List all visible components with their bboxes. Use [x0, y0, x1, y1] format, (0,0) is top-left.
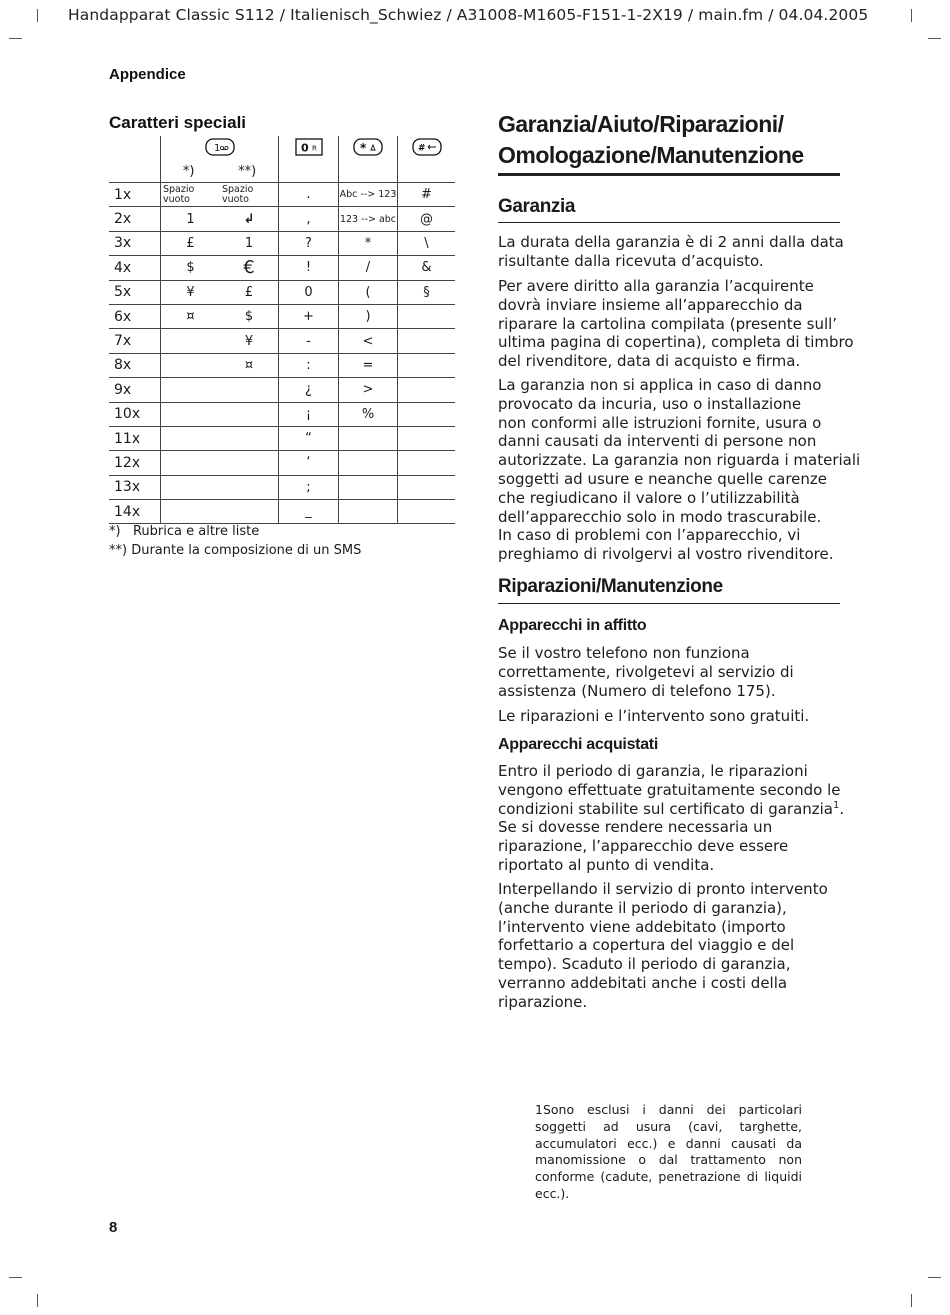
- paragraph-line: Le riparazioni e l’intervento sono gratuiti.: [498, 707, 810, 725]
- table-cell: +: [279, 304, 339, 328]
- table-title: Caratteri speciali: [109, 113, 247, 132]
- table-cell: [161, 329, 221, 353]
- table-header-row: [109, 136, 455, 183]
- table-cell: [161, 500, 221, 524]
- paragraph-line: (anche durante il periodo di garanzia),: [498, 898, 787, 917]
- table-cell: ↲: [220, 207, 279, 231]
- table-note-sms: **) Durante la composizione di un SMS: [109, 543, 362, 558]
- table-cell: ¥: [220, 329, 279, 353]
- table-cell: [339, 426, 398, 450]
- paragraph-line: riparazione, l’apparecchio deve essere: [498, 837, 789, 856]
- table-cell: ‘: [279, 451, 339, 475]
- table-cell: -: [279, 329, 339, 353]
- paragraph: [498, 644, 843, 700]
- table-note-phonebook: *) Rubrica e altre liste: [109, 524, 260, 539]
- paragraph-line: risultante dalla ricevuta d’acquisto.: [498, 251, 764, 270]
- table-cell: €: [220, 256, 279, 280]
- paragraph-line: Se il vostro telefono non funziona: [498, 644, 750, 662]
- table-cell: ¥: [161, 280, 221, 304]
- key-star-icon: [353, 138, 383, 160]
- row-label: 8x: [109, 353, 161, 377]
- subheading-affitto: Apparecchi in affitto: [498, 617, 647, 634]
- key-0-r-icon: [295, 138, 323, 160]
- table-cell: [220, 500, 279, 524]
- row-label: 4x: [109, 256, 161, 280]
- table-cell: Spazio vuoto: [161, 183, 221, 207]
- svg-text:#: #: [417, 143, 426, 154]
- paragraph-line: forfettario a copertura del viaggio e del: [498, 936, 795, 955]
- table-cell: :: [279, 353, 339, 377]
- row-label: 2x: [109, 207, 161, 231]
- paragraph-line: provocato da incuria, uso o installazione: [498, 394, 802, 413]
- table-cell: [220, 426, 279, 450]
- row-label: 10x: [109, 402, 161, 426]
- table-row: [109, 231, 455, 255]
- table-cell: 0: [279, 280, 339, 304]
- paragraph-lines: [498, 762, 843, 800]
- svg-text:1: 1: [213, 143, 220, 154]
- table-cell: $: [220, 304, 279, 328]
- paragraph-line: Se si dovesse rendere necessaria un: [498, 818, 773, 837]
- table-cell: [398, 426, 456, 450]
- crop-mark: [928, 1277, 941, 1278]
- table-cell: [161, 378, 221, 402]
- table-cell: ¡: [279, 402, 339, 426]
- table-row: [109, 280, 455, 304]
- crop-mark: [9, 38, 22, 39]
- svg-text:R: R: [311, 144, 317, 153]
- paragraph-line: dell’apparecchio solo in modo trascurabile.: [498, 507, 822, 526]
- table-cell: [339, 451, 398, 475]
- table-cell: ¤: [220, 353, 279, 377]
- paragraph-line: preghiamo di rivolgervi al vostro rivenditore.: [498, 545, 834, 564]
- footnote-ref: 1: [833, 799, 840, 811]
- table-cell: ¿: [279, 378, 339, 402]
- footnote: 1Sono esclusi i danni dei particolari soggetti ad usura (cavi, targhette, accumulatori ecc.) e danni causati da manomissione o dal trattamento non conforme (cadute, penetrazione di liquidi ecc.).: [535, 1102, 802, 1201]
- table-row: [109, 256, 455, 280]
- row-label: 9x: [109, 378, 161, 402]
- table-cell: [398, 353, 456, 377]
- crop-mark: [37, 9, 38, 22]
- section-label: Appendice: [109, 66, 186, 83]
- key-hash-icon: [412, 138, 442, 160]
- table-cell: [398, 304, 456, 328]
- table-row: [109, 329, 455, 353]
- table-cell: Spazio vuoto: [220, 183, 279, 207]
- column-mark-phonebook: *): [182, 164, 195, 179]
- table-row: [109, 402, 455, 426]
- row-label: 3x: [109, 231, 161, 255]
- table-cell: [398, 475, 456, 499]
- paragraph-line: riportato al punto di vendita.: [498, 855, 715, 874]
- paragraph-line: vengono effettuate gratuitamente secondo le: [498, 780, 841, 799]
- svg-text:0: 0: [300, 141, 309, 155]
- paragraph: [498, 762, 843, 875]
- paragraph: [498, 376, 861, 564]
- table-cell: [220, 378, 279, 402]
- table-cell: %: [339, 402, 398, 426]
- table-row: [109, 378, 455, 402]
- table-cell: @: [398, 207, 456, 231]
- table-cell: [339, 475, 398, 499]
- table-cell: $: [161, 256, 221, 280]
- table-cell: [398, 500, 456, 524]
- title-rule: [498, 173, 840, 176]
- page-title-line: Omologazione/Manutenzione: [498, 142, 804, 168]
- row-label: 1x: [109, 183, 161, 207]
- row-label: 7x: [109, 329, 161, 353]
- svg-text:*: *: [360, 141, 367, 155]
- paragraph: [498, 707, 843, 726]
- table-cell: [398, 378, 456, 402]
- row-label: 14x: [109, 500, 161, 524]
- crop-mark: [911, 1294, 912, 1307]
- table-cell: 123 --> abc: [339, 207, 398, 231]
- crop-mark: [37, 1294, 38, 1307]
- paragraph-line: danni causati da interventi di persone non: [498, 432, 817, 451]
- paragraph-line: [498, 800, 843, 819]
- subheading-acquistati: Apparecchi acquistati: [498, 736, 658, 753]
- table-cell: ): [339, 304, 398, 328]
- paragraph-line: l’intervento viene addebitato (importo: [498, 917, 786, 936]
- table-cell: ;: [279, 475, 339, 499]
- row-label: 5x: [109, 280, 161, 304]
- table-row: [109, 451, 455, 475]
- paragraph-line: riparare la cartolina compilata (presente sull’: [498, 314, 838, 333]
- page-number: 8: [109, 1219, 118, 1236]
- paragraph-line: Per avere diritto alla garanzia l’acquirente: [498, 277, 814, 295]
- paragraph-line: In caso di problemi con l’apparecchio, vi: [498, 526, 801, 545]
- text-run: condizioni stabilite sul certificato di garanzia: [498, 799, 834, 818]
- table-row: [109, 183, 455, 207]
- table-cell: §: [398, 280, 456, 304]
- table-cell: 1: [161, 207, 221, 231]
- text-run: .: [839, 799, 845, 818]
- table-cell: 1: [220, 231, 279, 255]
- table-cell: [220, 402, 279, 426]
- paragraph-line: La durata della garanzia è di 2 anni dalla data: [498, 233, 844, 251]
- table-cell: \: [398, 231, 456, 255]
- paragraph-line: ultima pagina di copertina), completa di timbro: [498, 333, 854, 352]
- paragraph-line: non conformi alle istruzioni fornite, usura o: [498, 413, 822, 432]
- table-cell: £: [220, 280, 279, 304]
- paragraph-line: riparazione.: [498, 992, 588, 1011]
- table-cell: >: [339, 378, 398, 402]
- key-1-voicemail-icon: [205, 138, 235, 160]
- table-cell: [339, 500, 398, 524]
- heading-riparazioni: Riparazioni/Manutenzione: [498, 576, 723, 597]
- crop-mark: [928, 38, 941, 39]
- table-cell: [398, 402, 456, 426]
- table-cell: [161, 402, 221, 426]
- crop-mark: [911, 9, 912, 22]
- table-cell: .: [279, 183, 339, 207]
- paragraph-line: correttamente, rivolgetevi al servizio di: [498, 662, 794, 681]
- paragraph-line: verranno addebitati anche i costi della: [498, 973, 788, 992]
- special-characters-table: [109, 136, 455, 524]
- paragraph-line: soggetti ad usure e neanche quelle carenze: [498, 469, 827, 488]
- table-cell: !: [279, 256, 339, 280]
- paragraph-line: tempo). Scaduto il periodo di garanzia,: [498, 955, 791, 974]
- paragraph-line: del rivenditore, data di acquisto e firma.: [498, 352, 801, 371]
- row-label: 13x: [109, 475, 161, 499]
- paragraph: [498, 880, 843, 1012]
- table-cell: [161, 426, 221, 450]
- table-cell: &: [398, 256, 456, 280]
- column-mark-sms: **): [238, 164, 257, 179]
- paragraph-line: che regiudicano il valore o l’utilizzabilità: [498, 488, 800, 507]
- paragraph-lines: [498, 818, 843, 874]
- table-cell: [220, 475, 279, 499]
- table-cell: [398, 451, 456, 475]
- table-cell: #: [398, 183, 456, 207]
- paragraph-line: Interpellando il servizio di pronto intervento: [498, 880, 828, 898]
- paragraph-line: La garanzia non si applica in caso di danno: [498, 376, 822, 394]
- paragraph-line: assistenza (Numero di telefono 175).: [498, 681, 776, 700]
- paragraph: [498, 277, 854, 371]
- table-cell: ¤: [161, 304, 221, 328]
- table-row: [109, 304, 455, 328]
- table-row: [109, 426, 455, 450]
- paragraph-line: autorizzate. La garanzia non riguarda i materiali: [498, 451, 861, 470]
- table-cell: <: [339, 329, 398, 353]
- row-label: 6x: [109, 304, 161, 328]
- table-row: [109, 475, 455, 499]
- page-title: [498, 109, 804, 171]
- heading-garanzia: Garanzia: [498, 196, 576, 217]
- table-cell: £: [161, 231, 221, 255]
- table-cell: Abc --> 123: [339, 183, 398, 207]
- table-cell: ?: [279, 231, 339, 255]
- table-cell: [220, 451, 279, 475]
- table-cell: ,: [279, 207, 339, 231]
- table-cell: *: [339, 231, 398, 255]
- running-header: Handapparat Classic S112 / Italienisch_Schwiez / A31008-M1605-F151-1-2X19 / main.fm / 04.04.2005: [68, 6, 869, 24]
- crop-mark: [9, 1277, 22, 1278]
- heading-rule: [498, 603, 840, 604]
- page-title-line: Garanzia/Aiuto/Riparazioni/: [498, 111, 784, 137]
- table-cell: /: [339, 256, 398, 280]
- table-cell: (: [339, 280, 398, 304]
- table-cell: _: [279, 500, 339, 524]
- table-row: [109, 207, 455, 231]
- row-label: 11x: [109, 426, 161, 450]
- paragraph: [498, 233, 843, 271]
- table-row: [109, 353, 455, 377]
- table-cell: [398, 329, 456, 353]
- row-label: 12x: [109, 451, 161, 475]
- table-cell: =: [339, 353, 398, 377]
- heading-rule: [498, 222, 840, 223]
- paragraph-line: dovrà inviare insieme all’apparecchio da: [498, 295, 803, 314]
- paragraph-line: Entro il periodo di garanzia, le riparazioni: [498, 762, 808, 780]
- table-cell: [161, 451, 221, 475]
- table-cell: [161, 353, 221, 377]
- table-row: [109, 500, 455, 524]
- table-cell: [161, 475, 221, 499]
- table-cell: “: [279, 426, 339, 450]
